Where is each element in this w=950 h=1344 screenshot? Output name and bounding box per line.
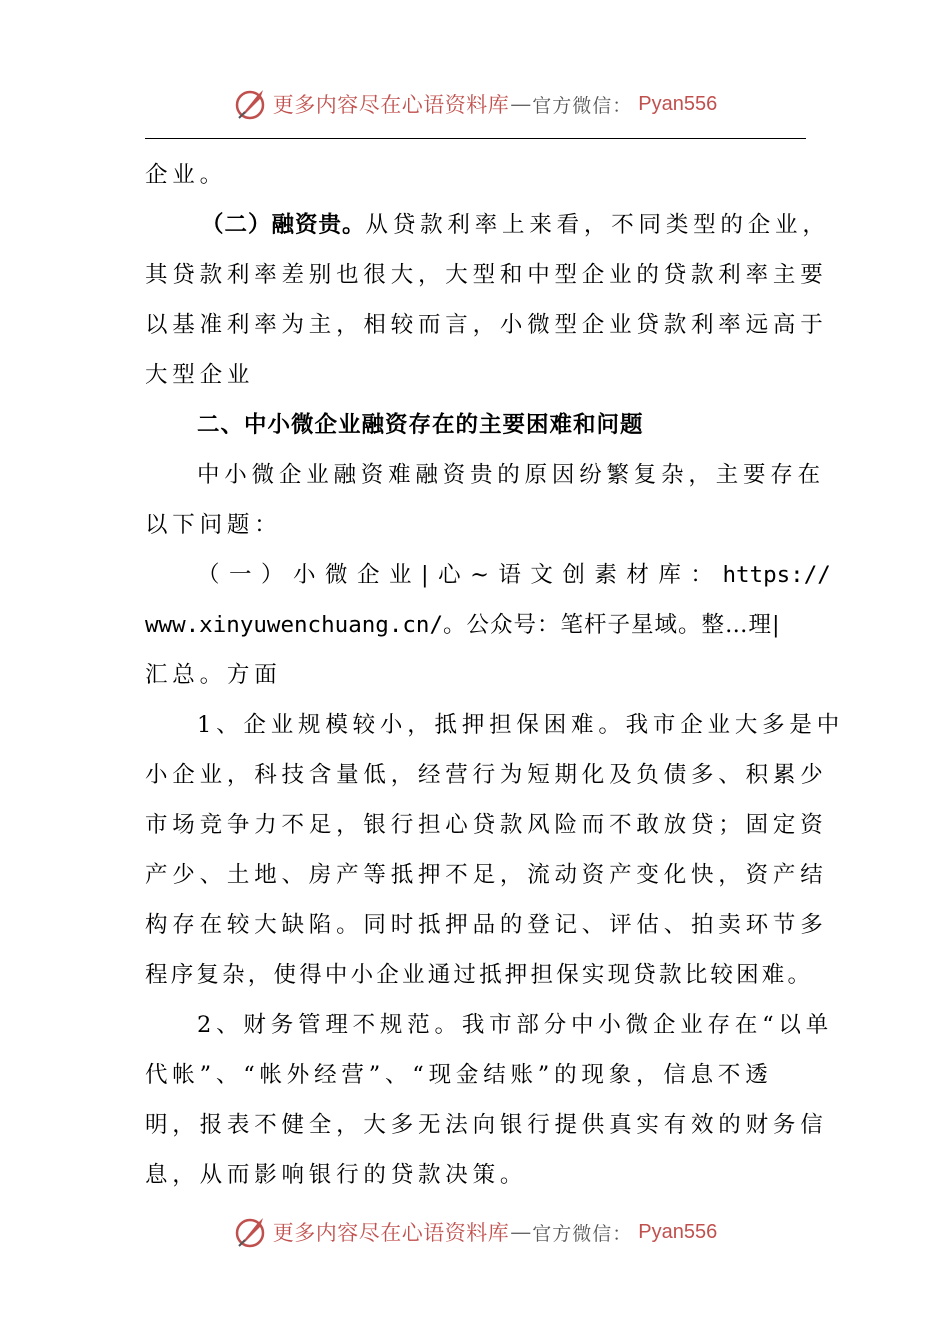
url-text: www.xinyuwenchuang.cn/ bbox=[145, 612, 444, 638]
watermark-official-label: 官方微信： bbox=[532, 94, 633, 117]
paragraph-line bbox=[145, 600, 807, 650]
header-watermark bbox=[0, 84, 950, 124]
watermark-site-text: 更多内容尽在心语资料库 bbox=[272, 93, 510, 117]
paragraph-line: 代帐”、“帐外经营”、“现金结账”的现象，信息不透 bbox=[145, 1062, 773, 1088]
subsection-heading: （二）融资贵。 bbox=[201, 212, 366, 238]
watermark-site-text: 更多内容尽在心语资料库 bbox=[272, 1221, 510, 1245]
paragraph-line bbox=[145, 200, 830, 250]
watermark-wechat-id: Pyan556 bbox=[638, 92, 718, 115]
watermark-official-label: 官方微信： bbox=[532, 1222, 633, 1245]
url-text: https:// bbox=[722, 562, 831, 588]
document-body bbox=[145, 150, 845, 1200]
paragraph-text: 从贷款利率上来看，不同类型的企业， bbox=[365, 212, 830, 238]
paragraph-line: 2、财务管理不规范。我市部分中小微企业存在“以单 bbox=[197, 1012, 834, 1038]
watermark-wechat-id: Pyan556 bbox=[638, 1220, 718, 1243]
paragraph-line: 大型企业 bbox=[145, 362, 255, 388]
paragraph-line: 企业。 bbox=[145, 162, 227, 188]
paragraph-line: 汇总。方面 bbox=[145, 662, 282, 688]
paragraph-text: 。公众号：笔杆子星域。整…理| bbox=[443, 612, 781, 638]
watermark-dash: — bbox=[510, 92, 532, 116]
quill-logo-icon bbox=[233, 1214, 269, 1250]
paragraph-line: 以基准利率为主，相较而言，小微型企业贷款利率远高于 bbox=[145, 312, 828, 338]
paragraph-line: 中小微企业融资难融资贵的原因纷繁复杂，主要存在 bbox=[197, 462, 825, 488]
paragraph-line: 小企业，科技含量低，经营行为短期化及负债多、积累少 bbox=[145, 762, 828, 788]
footer-watermark bbox=[0, 1212, 950, 1252]
paragraph-line: 其贷款利率差别也很大，大型和中型企业的贷款利率主要 bbox=[145, 262, 828, 288]
paragraph-line: 程序复杂，使得中小企业通过抵押担保实现贷款比较困难。 bbox=[145, 962, 814, 988]
paragraph-line: 市场竞争力不足，银行担心贷款风险而不敢放贷；固定资 bbox=[145, 812, 828, 838]
paragraph-line: 产少、土地、房产等抵押不足，流动资产变化快，资产结 bbox=[145, 862, 828, 888]
paragraph-line: 明，报表不健全，大多无法向银行提供真实有效的财务信 bbox=[145, 1112, 828, 1138]
quill-logo-icon bbox=[233, 86, 269, 122]
header-divider bbox=[145, 138, 806, 139]
paragraph-line: 以下问题： bbox=[145, 512, 282, 538]
paragraph-line: 构存在较大缺陷。同时抵押品的登记、评估、拍卖环节多 bbox=[145, 912, 828, 938]
paragraph-line bbox=[145, 550, 831, 600]
watermark-dash: — bbox=[510, 1220, 532, 1244]
section-heading: 二、中小微企业融资存在的主要困难和问题 bbox=[197, 412, 644, 438]
paragraph-line: 1、企业规模较小，抵押担保困难。我市企业大多是中 bbox=[197, 712, 845, 738]
paragraph-line: 息，从而影响银行的贷款决策。 bbox=[145, 1162, 528, 1188]
paragraph-text: （一）小微企业|心~语文创素材库： bbox=[197, 562, 723, 588]
